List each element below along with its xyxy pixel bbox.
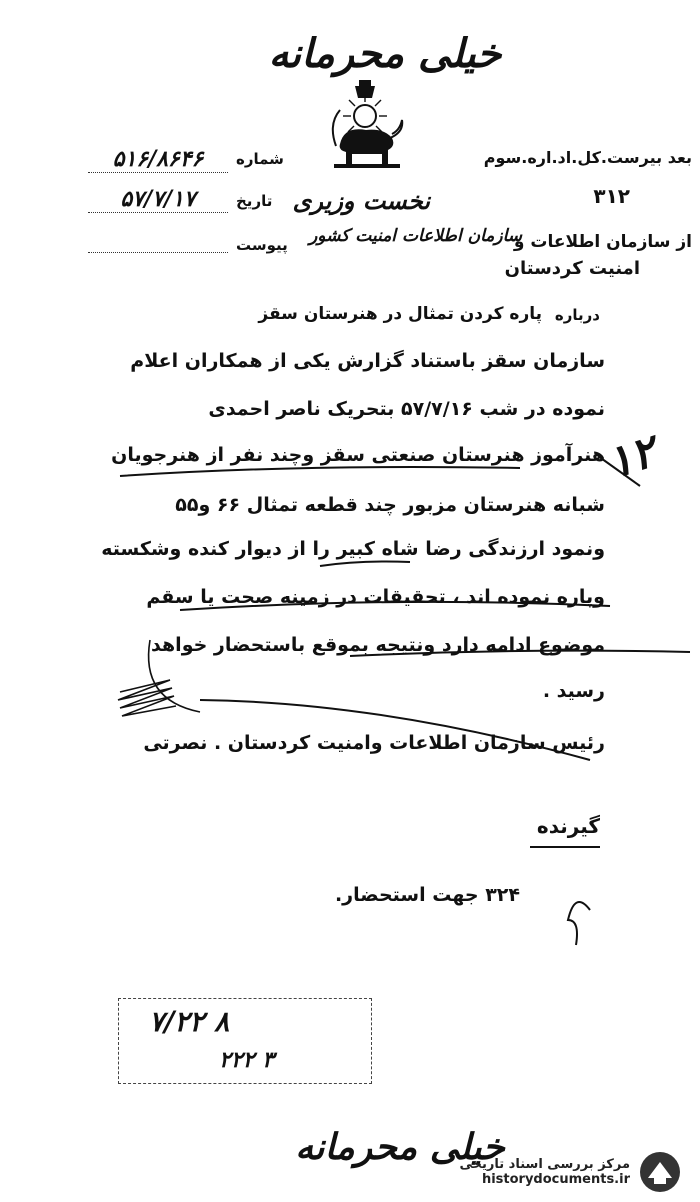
- recipients-line: ۳۲۴ جهت استحضار.: [334, 884, 520, 906]
- archive-logo-icon: [638, 1150, 682, 1194]
- subject-text: پاره کردن تمثال در هنرستان سقز: [258, 304, 542, 324]
- stamp-line-1: ۷/۲۲ ۸: [149, 1005, 230, 1038]
- sender-line: بعد بیرست.کل.اد.اره.سوم: [483, 148, 692, 167]
- number-label: شماره: [236, 150, 284, 168]
- date-value: ۵۷/۷/۱۷: [88, 186, 228, 213]
- date-label: تاریخ: [236, 192, 273, 210]
- recipient-handwritten: سازمان اطلاعات امنیت کشور: [309, 226, 522, 246]
- body-line: شبانه هنرستان مزبور چند قطعه تمثال ۶۶ و۵۵: [175, 494, 605, 516]
- stamp-line-2: ۲۲۲ ۳: [219, 1047, 274, 1073]
- office-handwritten: نخست وزیری: [292, 186, 430, 215]
- signature-line: رئیس سازمان اطلاعات وامنیت کردستان . نصرتی: [143, 732, 605, 754]
- receipt-stamp: [118, 998, 372, 1084]
- body-line: هنرآموز هنرستان صنعتی سقز وچند نفر از هنرجویان: [111, 444, 605, 466]
- recipient-printed: از سازمان اطلاعات و: [513, 232, 692, 252]
- number-value: ۵۱۶/۸۶۴۶: [88, 146, 228, 173]
- watermark: [460, 1150, 683, 1194]
- body-line: ونمود ارزندگی رضا شاه کبیر را از دیوار کنده وشکسته: [101, 538, 605, 560]
- body-line: سازمان سقز باستناد گزارش یکی از همکاران اعلام: [130, 350, 605, 372]
- watermark-title: مرکز بررسی اسناد تاریخی: [459, 1157, 630, 1172]
- recipient-line2: امنیت کردستان: [504, 258, 640, 279]
- margin-note: ۱۲: [601, 425, 662, 490]
- body-line: رسید .: [542, 680, 605, 702]
- body-line: وپاره نموده اند ، تحقیقات در زمینه صحت یا سقم: [146, 586, 605, 608]
- body-line: نموده در شب ۵۷/۷/۱۶ بتحریک ناصر احمدی: [208, 398, 605, 420]
- classification-bottom: خیلی محرمانه: [295, 1126, 505, 1168]
- classification-top: خیلی محرمانه: [268, 30, 502, 77]
- attachment-label: پیوست: [236, 236, 288, 254]
- sender-code: ۳۱۲: [593, 184, 630, 208]
- body-line: موضوع ادامه دارد ونتیجه بموقع باستحضار خواهد: [151, 634, 605, 656]
- recipients-underline: [530, 846, 600, 848]
- watermark-text: [460, 1157, 631, 1187]
- subject-label: درباره: [554, 306, 600, 324]
- recipients-label: گیرنده: [536, 814, 600, 838]
- watermark-url: historydocuments.ir: [481, 1172, 630, 1187]
